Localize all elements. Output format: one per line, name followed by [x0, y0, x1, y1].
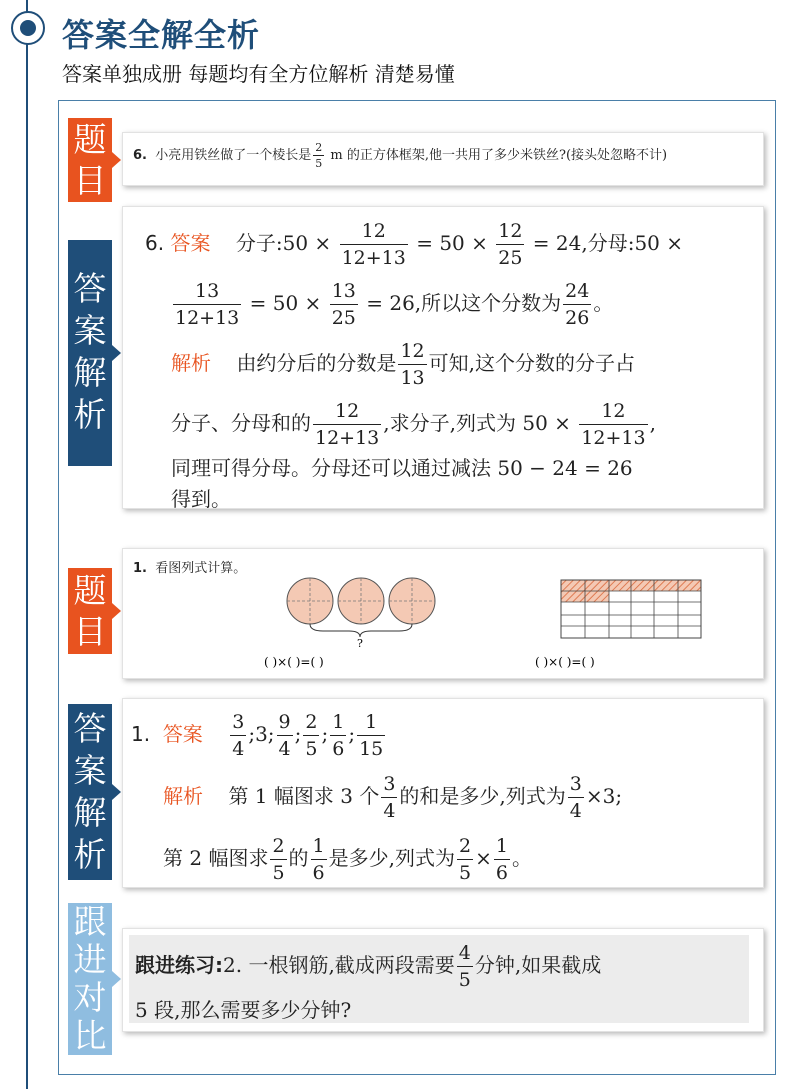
- fraction: [270, 834, 286, 885]
- circle: [389, 578, 435, 624]
- fraction: [579, 399, 647, 450]
- fraction-denominator: 5: [315, 157, 323, 170]
- fraction: [381, 772, 397, 823]
- fraction-denominator: 25: [330, 304, 358, 330]
- fraction-numerator: 2: [272, 835, 285, 857]
- fraction-denominator: 5: [457, 859, 473, 885]
- fraction: [330, 279, 358, 330]
- fraction-numerator: 4: [458, 942, 471, 964]
- fraction-numerator: 3: [232, 711, 245, 733]
- fraction-numerator: 24: [565, 280, 590, 302]
- answer-label: 答案: [170, 231, 211, 255]
- fraction-denominator: 4: [230, 735, 246, 761]
- fraction-denominator: 5: [303, 735, 319, 761]
- fraction-numerator: 3: [383, 773, 396, 795]
- fraction: [340, 219, 408, 270]
- fraction: [563, 279, 591, 330]
- answer-1-card: [122, 698, 764, 888]
- answer-6-card: [122, 206, 764, 509]
- practice-body: 跟进练习:2. 一根钢筋,截成两段需要 $\frac{4}{5}$ 分钟,如果截成 5 段,那么需要多少分钟?: [129, 935, 749, 1023]
- fraction-numerator: 12: [601, 400, 626, 422]
- page-subtitle: 答案单独成册 每题均有全方位解析 清楚易懂: [62, 62, 455, 86]
- fraction: [457, 834, 473, 885]
- analysis-label: 解析: [171, 351, 211, 375]
- fraction-numerator: 1: [495, 835, 508, 857]
- fraction-denominator: 4: [381, 797, 397, 823]
- fraction-denominator: 12+13: [340, 244, 408, 270]
- fraction-denominator: 26: [563, 304, 591, 330]
- question-tag: 题目: [68, 118, 112, 202]
- fraction-denominator: 12+13: [313, 424, 381, 450]
- answer-6-body: 6. 答案 分子:50 × $\frac{12}{12+13}$ = 50 × $\frac{12}{25}$ = 24,分母:50 × $\frac{13}{12+13}$ = 50 × $\frac{13}{25}$ = 26,所以这个分数为 $\frac{24}{26}$ 。 解析 由约分后的分数是 $\frac{12}{13}$ 可知,这个分数的分子占 分子、分母和的 $\frac{12}{12+13}$ ,求分子,列式为 50 × $\frac{12}{12+13}$ , 同理可得分母。分母还可以通过减法 50 − 24 = 26 得到。: [145, 220, 684, 511]
- timeline-line: [26, 0, 28, 1089]
- fraction-numerator: 13: [331, 280, 356, 302]
- blank-equation-left: ( )×( )=( ): [264, 655, 324, 669]
- fraction: [277, 710, 293, 761]
- fraction: [311, 834, 327, 885]
- page-title: 答案全解全析: [62, 16, 261, 54]
- fraction-numerator: 1: [332, 711, 345, 733]
- fraction-numerator: 2: [459, 835, 472, 857]
- fraction: [494, 834, 510, 885]
- fraction-denominator: 6: [330, 735, 346, 761]
- fraction-numerator: 12: [400, 340, 425, 362]
- fraction-numerator: 9: [278, 711, 291, 733]
- question-6-card: [122, 132, 764, 186]
- question-6-text: 6. 小亮用铁丝做了一个棱长是 $\frac{2}{5}$ m 的正方体框架,他一共用了多少米铁丝?(接头处忽略不计): [133, 141, 668, 170]
- fraction: [173, 279, 241, 330]
- practice-tag: 跟进对比: [68, 903, 112, 1055]
- fraction-numerator: 1: [312, 835, 325, 857]
- question-1-card: [122, 548, 764, 679]
- blank-equation-right: ( )×( )=( ): [535, 655, 595, 669]
- answer-1-body: 1. 答案 $\frac{3}{4}$ ;3; $\frac{9}{4}$ ; $\frac{2}{5}$ ; $\frac{1}{6}$ ; $\frac{1}{15}$ 解析 第 1 幅图求 3 个 $\frac{3}{4}$ 的和是多少,列式为 $\frac{3}{4}$ ×3; 第 2 幅图求 $\frac{2}{5}$ 的 $\frac{1}{6}$ 是多少,列式为 $\frac{2}{5}$ × $\frac{1}{6}$ 。: [131, 711, 623, 884]
- grid-figure: [561, 580, 701, 638]
- fraction: [398, 339, 426, 390]
- fraction-numerator: 2: [315, 141, 323, 154]
- answer-label: 答案: [162, 722, 203, 746]
- brace: [310, 624, 412, 637]
- fraction-denominator: 12+13: [173, 304, 241, 330]
- fraction-denominator: 15: [357, 735, 385, 761]
- fraction-denominator: 12+13: [579, 424, 647, 450]
- practice-label: 跟进练习:: [135, 953, 223, 977]
- answer-tag: 答案解析: [68, 704, 112, 880]
- practice-card: [122, 928, 764, 1032]
- circle-figure: [287, 578, 435, 650]
- fraction-denominator: 5: [270, 859, 286, 885]
- fraction-denominator: 5: [457, 966, 473, 992]
- fraction: [313, 399, 381, 450]
- fraction-denominator: 4: [568, 797, 584, 823]
- brace-label: ?: [357, 637, 363, 650]
- fraction-denominator: 25: [496, 244, 524, 270]
- fraction-denominator: 6: [494, 859, 510, 885]
- fraction-numerator: 12: [335, 400, 360, 422]
- fraction: [303, 710, 319, 761]
- question-tag: 题目: [68, 568, 112, 654]
- question-1-figures: [123, 549, 765, 680]
- question-1-text: 1. 看图列式计算。: [133, 561, 247, 576]
- answer-tag: 答案解析: [68, 240, 112, 466]
- fraction: [330, 710, 346, 761]
- fraction: [357, 710, 385, 761]
- fraction: [496, 219, 524, 270]
- fraction-numerator: 12: [361, 220, 386, 242]
- fraction-numerator: 3: [569, 773, 582, 795]
- fraction-numerator: 2: [305, 711, 318, 733]
- fraction-denominator: 4: [277, 735, 293, 761]
- fraction: [457, 941, 473, 992]
- analysis-label: 解析: [163, 784, 203, 808]
- circle: [287, 578, 333, 624]
- fraction-numerator: 13: [195, 280, 220, 302]
- fraction: [230, 710, 246, 761]
- fraction-numerator: 12: [498, 220, 523, 242]
- circle: [338, 578, 384, 624]
- fraction-numerator: 1: [365, 711, 378, 733]
- fraction: [568, 772, 584, 823]
- fraction: [313, 141, 324, 170]
- fraction-denominator: 13: [398, 364, 426, 390]
- timeline-dot-icon: [11, 11, 45, 45]
- fraction-denominator: 6: [311, 859, 327, 885]
